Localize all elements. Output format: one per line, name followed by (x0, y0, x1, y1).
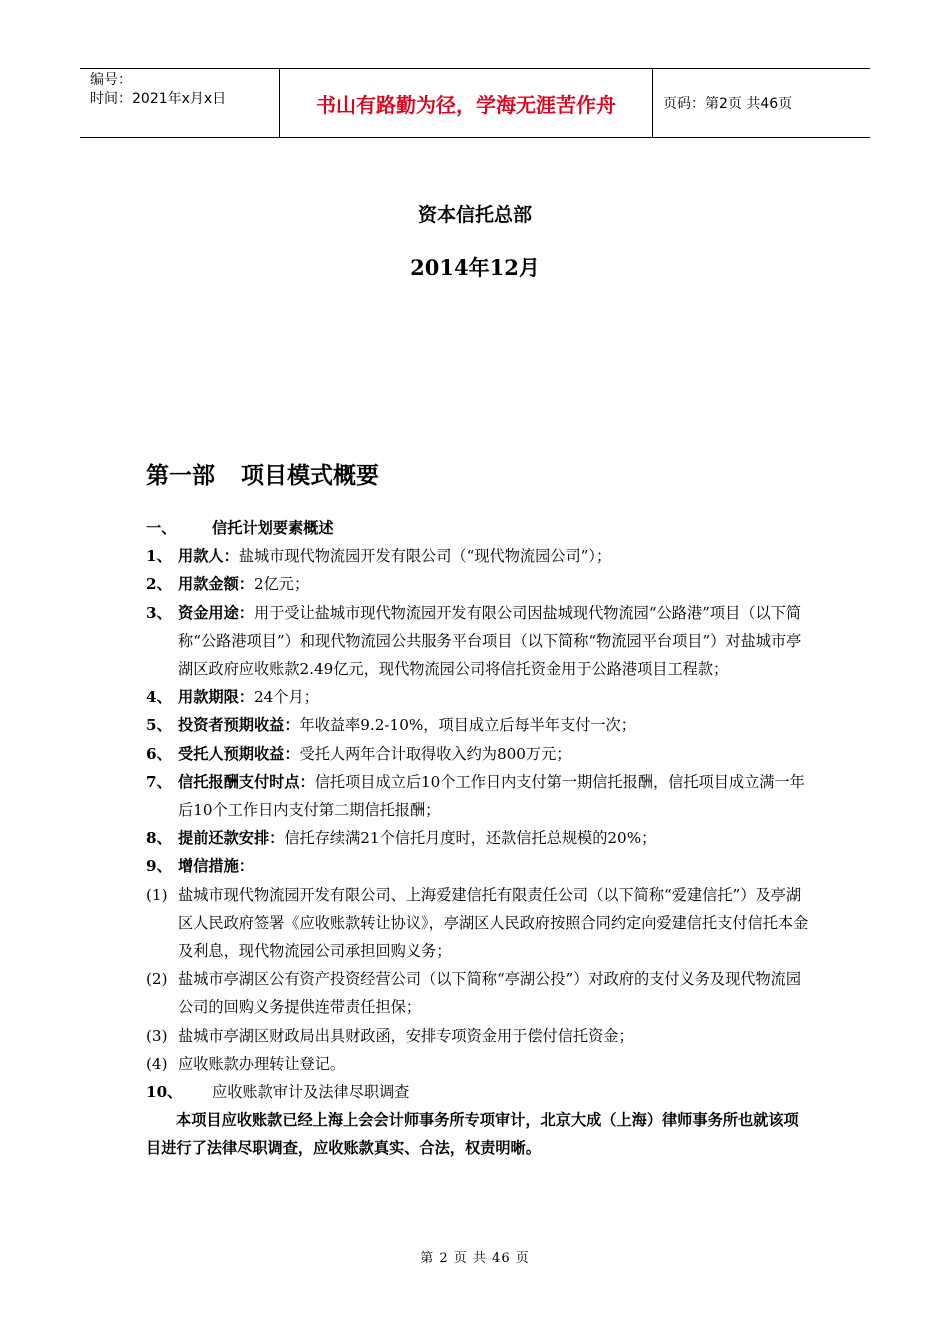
measure-item (146, 1050, 810, 1078)
part-number: 第一部 (146, 462, 215, 489)
document-body (146, 514, 810, 1163)
part-title: 项目模式概要 (241, 462, 379, 489)
item-text: 信托存续满21个信托月度时，还款信托总规模的20%； (284, 829, 657, 848)
measure-text: 盐城市现代物流园开发有限公司、上海爱建信托有限责任公司（以下简称“爱建信托”）及亭湖区人民政府签署《应收账款转让协议》，亭湖区人民政府按照合同约定向爱建信托支付信托本金及利息，现代物流园公司承担回购义务； (178, 885, 809, 961)
section-title: 信托计划要素概述 (212, 519, 334, 537)
item-text: 用于受让盐城市现代物流园开发有限公司因盐城现代物流园“公路港”项目（以下简称“公路港项目”）和现代物流园公共服务平台项目（以下简称“物流园平台项目”）对盐城市亭湖区政府应收账款2.49亿元，现代物流园公司将信托资金用于公路港项目工程款； (178, 603, 802, 679)
list-item (146, 740, 810, 768)
measure-number: (1) (146, 885, 168, 904)
item-text: 盐城市现代物流园开发有限公司（“现代物流园公司”）； (238, 547, 612, 566)
header-left-cell (80, 69, 280, 137)
item-number: 5、 (146, 716, 172, 735)
item-number: 8、 (146, 829, 172, 848)
measure-text: 盐城市亭湖区公有资产投资经营公司（以下简称“亭湖公投”）对政府的支付义务及现代物流园公司的回购义务提供连带责任担保； (178, 970, 802, 1017)
measure-number: (3) (146, 1026, 168, 1045)
conclusion-paragraph: 本项目应收账款已经上海上会会计师事务所专项审计，北京大成（上海）律师事务所也就该项目进行了法律尽职调查，应收账款真实、合法，权责明晰。 (146, 1111, 799, 1158)
measure-item (146, 1022, 810, 1050)
item-text: 2亿元； (253, 575, 310, 594)
list-item (146, 824, 810, 852)
item-text: 应收账款审计及法律尽职调查 (212, 1083, 410, 1102)
measure-number: (2) (146, 970, 168, 989)
item-text: 年收益率9.2-10%，项目成立后每半年支付一次； (299, 716, 636, 735)
item-number: 9、 (146, 857, 172, 876)
part-heading (146, 457, 379, 490)
item-text: 信托项目成立后10个工作日内支付第一期信托报酬，信托项目成立满一年后10个工作日内支付第二期信托报酬； (178, 772, 805, 820)
item-number: 6、 (146, 744, 172, 763)
code-label: 编号： (90, 72, 132, 88)
measure-item (146, 965, 810, 1021)
item-number: 10、 (146, 1083, 183, 1102)
list-item (146, 599, 810, 684)
item-text: 受托人两年合计取得收入约为800万元； (299, 744, 572, 763)
item-text: 24个月； (253, 688, 319, 707)
measure-number: (4) (146, 1054, 168, 1073)
list-item (146, 542, 810, 570)
item-number: 1、 (146, 547, 172, 566)
section-heading (146, 514, 810, 542)
item-label: 用款金额： (178, 575, 254, 594)
list-item (146, 683, 810, 711)
time-label: 时间：2021年x月x日 (90, 91, 227, 107)
item-number: 3、 (146, 603, 172, 622)
item-label: 增信措施： (178, 857, 254, 876)
measure-item (146, 881, 810, 966)
item-label: 资金用途： (178, 603, 254, 622)
page-footer: 第 2 页 共 46 页 (420, 1251, 530, 1266)
list-item (146, 768, 810, 824)
list-item (146, 570, 810, 598)
measure-text: 应收账款办理转让登记。 (178, 1054, 346, 1073)
item-label: 用款期限： (178, 688, 254, 707)
header-table (80, 68, 870, 138)
document-date: 2014年12月 (410, 255, 540, 280)
measure-text: 盐城市亭湖区财政局出具财政函，安排专项资金用于偿付信托资金； (178, 1026, 634, 1045)
organization-title: 资本信托总部 (417, 204, 532, 226)
list-item (146, 711, 810, 739)
item-label: 受托人预期收益： (178, 744, 300, 763)
item-number: 2、 (146, 575, 172, 594)
item-label: 信托报酬支付时点： (178, 772, 315, 791)
item-label: 投资者预期收益： (178, 716, 300, 735)
item-number: 4、 (146, 688, 172, 707)
item-label: 提前还款安排： (178, 829, 285, 848)
item-label: 用款人： (178, 547, 239, 566)
motto: 书山有路勤为径，学海无涯苦作舟 (280, 69, 653, 137)
section-number: 一、 (146, 519, 177, 537)
page-info: 页码：第2页 共46页 (663, 96, 793, 112)
item-number: 7、 (146, 772, 172, 791)
list-item (146, 1078, 810, 1106)
list-item (146, 852, 810, 880)
